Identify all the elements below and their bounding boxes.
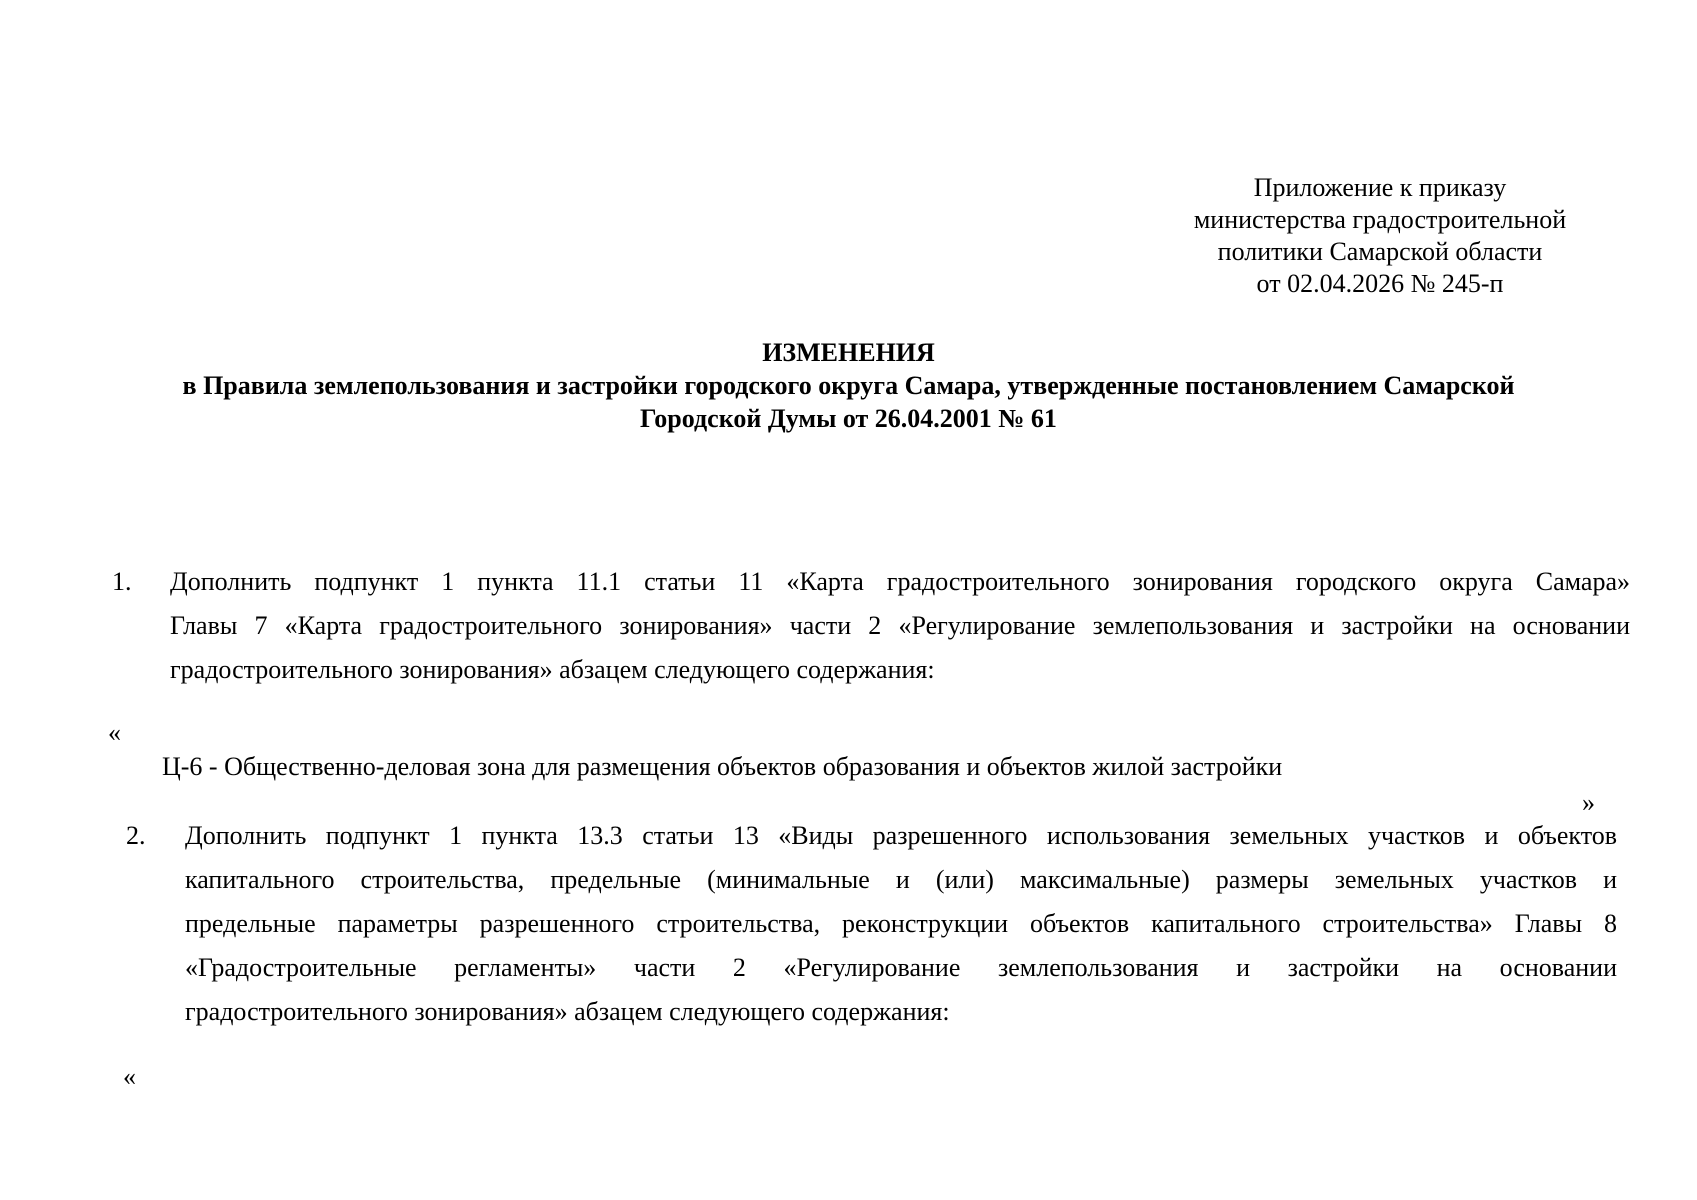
item-text-line: градостроительного зонирования» абзацем следующего содержания: (170, 655, 935, 684)
appendix-block (1150, 172, 1610, 300)
list-item (0, 814, 1697, 1044)
document-heading (100, 336, 1597, 435)
item-text (170, 560, 1630, 692)
appendix-line: министерства градостроительной (1193, 205, 1567, 234)
zone-description: Ц-6 - Общественно-деловая зона для размещения объектов образования и объектов жилой застройки (162, 752, 1283, 781)
heading-title: ИЗМЕНЕНИЯ (762, 338, 935, 367)
item-text-line: градостроительного зонирования» абзацем следующего содержания: (185, 997, 950, 1026)
close-quote: » (1582, 788, 1595, 817)
open-quote: « (108, 718, 121, 747)
appendix-line: от 02.04.2026 № 245-п (1256, 269, 1504, 298)
open-quote: « (123, 1062, 136, 1091)
item-text-line: Дополнить подпункт 1 пункта 11.1 статьи 11 «Карта градостроительного зонирования городского округа Самара» (170, 567, 1630, 596)
item-text-line: капитального строительства, предельные (минимальные и (или) максимальные) размеры земельных участков и (185, 865, 1617, 894)
heading-subtitle-line: Городской Думы от 26.04.2001 № 61 (640, 404, 1057, 433)
item-text (185, 814, 1617, 1034)
list-item (0, 560, 1697, 700)
item-text-line: предельные параметры разрешенного строительства, реконструкции объектов капитального строительства» Главы 8 (185, 909, 1617, 938)
item-text-line: «Градостроительные регламенты» части 2 «Регулирование землепользования и застройки на основании (185, 953, 1617, 982)
item-number: 1. (112, 567, 132, 596)
appendix-line: Приложение к приказу (1253, 173, 1507, 202)
item-number: 2. (126, 821, 146, 850)
item-text-line: Дополнить подпункт 1 пункта 13.3 статьи 13 «Виды разрешенного использования земельных участков и объектов (185, 821, 1617, 850)
item-text-line: Главы 7 «Карта градостроительного зонирования» части 2 «Регулирование землепользования и застройки на основании (170, 611, 1630, 640)
appendix-line: политики Самарской области (1217, 237, 1543, 266)
heading-subtitle-line: в Правила землепользования и застройки городского округа Самара, утвержденные постановлением Самарской (182, 371, 1515, 400)
